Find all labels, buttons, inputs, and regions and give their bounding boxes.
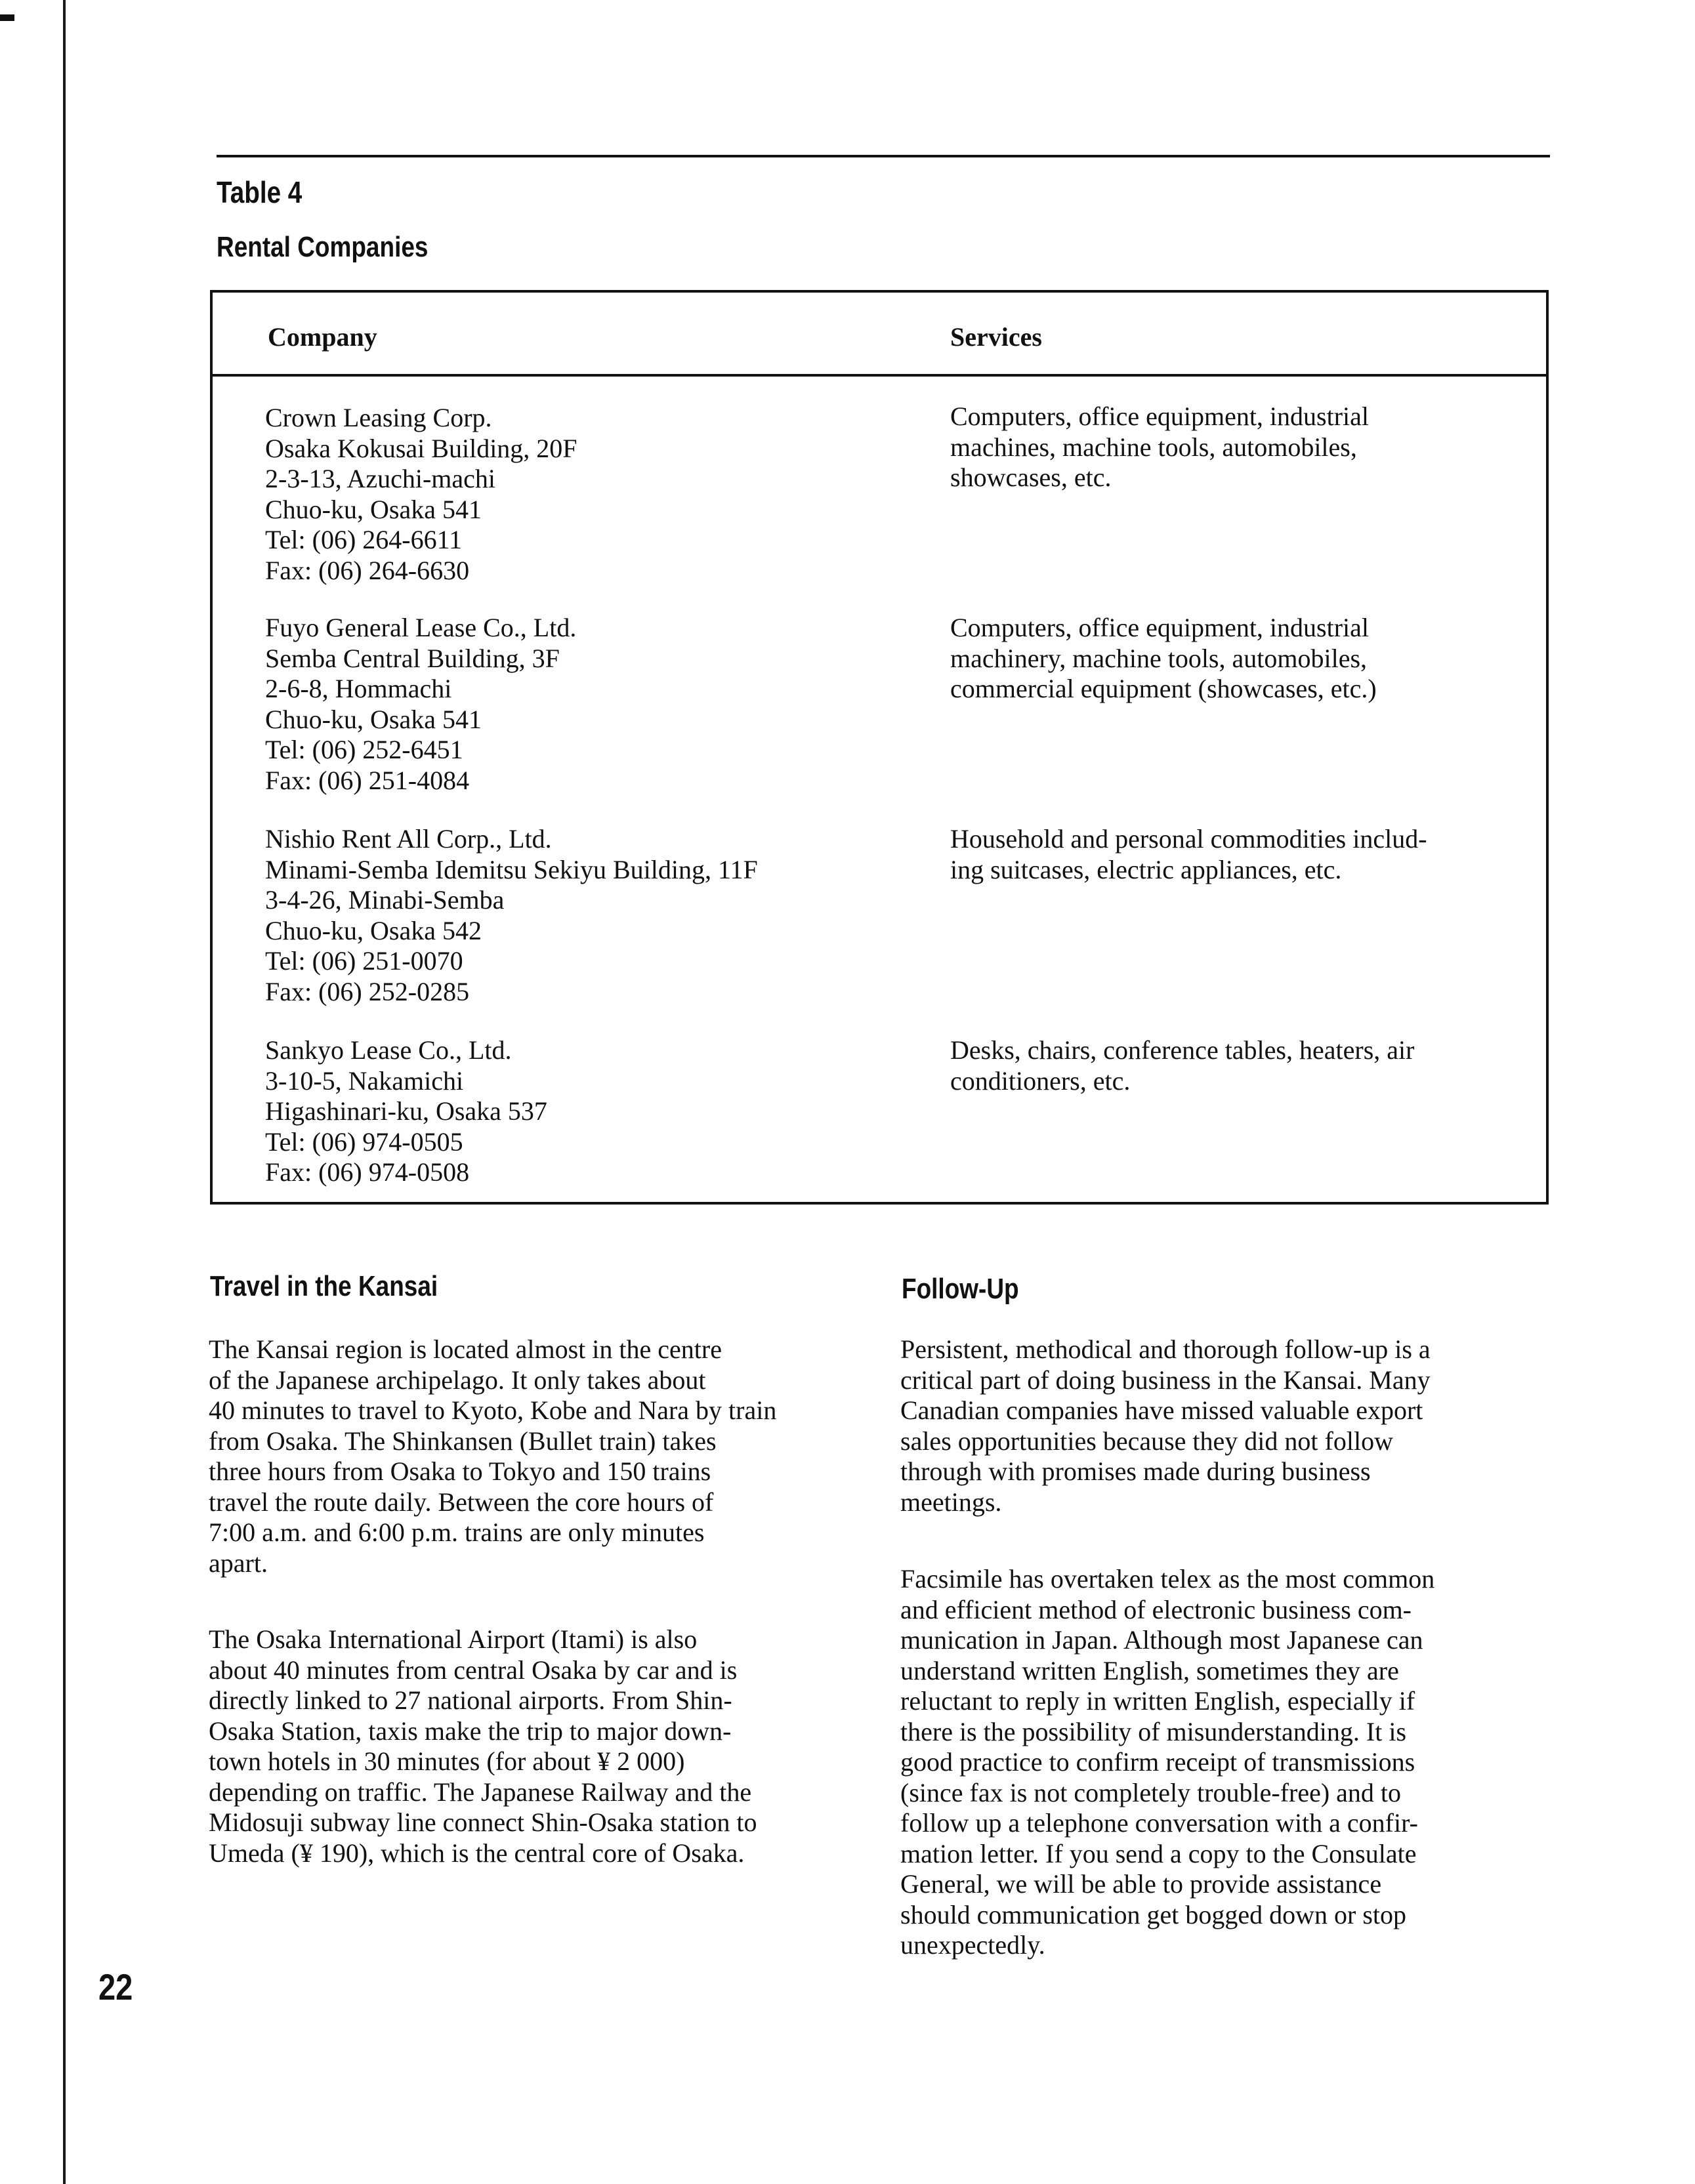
paragraph-line: reluctant to reply in written English, especially if (900, 1686, 1415, 1716)
table-subtitle: Rental Companies (217, 231, 429, 263)
company-line: 3-4-26, Minabi-Semba (265, 885, 505, 915)
company-line: Tel: (06) 252-6451 (265, 735, 463, 764)
company-line: Sankyo Lease Co., Ltd. (265, 1035, 512, 1065)
paragraph-line: The Kansai region is located almost in the centre (209, 1334, 722, 1364)
binding-margin-rule (63, 0, 66, 2184)
services-line: Household and personal commodities includ- (950, 824, 1427, 854)
table-row-services (950, 613, 1528, 705)
paragraph-line: there is the possibility of misunderstanding. It is (900, 1716, 1407, 1746)
travel-heading: Travel in the Kansai (210, 1270, 438, 1302)
company-line: Chuo-ku, Osaka 542 (265, 915, 482, 945)
company-line: Fax: (06) 264-6630 (265, 555, 470, 585)
paragraph-line: of the Japanese archipelago. It only takes about (209, 1365, 706, 1395)
services-line: Computers, office equipment, industrial (950, 613, 1370, 642)
table-title: Table 4 (217, 175, 303, 209)
table-row-company (265, 403, 908, 586)
paragraph-line: munication in Japan. Although most Japanese can (900, 1625, 1423, 1655)
paragraph-line: from Osaka. The Shinkansen (Bullet train) takes (209, 1426, 717, 1456)
follow-up-paragraph (900, 1564, 1550, 1961)
paragraph-line: follow up a telephone conversation with a confir- (900, 1808, 1418, 1838)
top-rule (217, 155, 1550, 157)
paragraph-line: meetings. (900, 1487, 1002, 1517)
services-line: commercial equipment (showcases, etc.) (950, 674, 1377, 703)
paragraph-line: Midosuji subway line connect Shin-Osaka station to (209, 1807, 757, 1837)
company-line: Osaka Kokusai Building, 20F (265, 433, 577, 463)
rental-companies-table (210, 290, 1549, 1205)
column-header-company: Company (268, 322, 377, 352)
company-line: Tel: (06) 264-6611 (265, 525, 463, 554)
paragraph-line: Osaka Station, taxis make the trip to major down- (209, 1716, 732, 1746)
company-line: 2-3-13, Azuchi-machi (265, 464, 495, 493)
paragraph-line: mation letter. If you send a copy to the Consulate (900, 1838, 1417, 1868)
table-row-services (950, 402, 1528, 493)
paragraph-line: (since fax is not completely trouble-free) and to (900, 1777, 1402, 1807)
header-rule (213, 374, 1546, 377)
company-line: 3-10-5, Nakamichi (265, 1065, 464, 1096)
paragraph-line: unexpectedly. (900, 1930, 1045, 1960)
follow-up-paragraph (900, 1334, 1550, 1517)
follow-up-heading: Follow-Up (902, 1273, 1019, 1305)
paragraph-line: good practice to confirm receipt of transmissions (900, 1747, 1415, 1777)
table-row-company (265, 1035, 908, 1188)
services-line: Desks, chairs, conference tables, heaters, air (950, 1035, 1415, 1065)
paragraph-line: 40 minutes to travel to Kyoto, Kobe and Nara by train (209, 1395, 777, 1425)
paragraph-line: Canadian companies have missed valuable export (900, 1395, 1423, 1425)
paragraph-line: Persistent, methodical and thorough follow-up is a (900, 1334, 1431, 1364)
paragraph-line: Umeda (¥ 190), which is the central core of Osaka. (209, 1838, 745, 1868)
company-line: Minami-Semba Idemitsu Sekiyu Building, 11F (265, 854, 758, 884)
services-line: conditioners, etc. (950, 1065, 1131, 1096)
paragraph-line: through with promises made during business (900, 1456, 1371, 1486)
services-line: ing suitcases, electric appliances, etc. (950, 854, 1342, 884)
company-line: Fax: (06) 974-0508 (265, 1157, 470, 1187)
company-line: Semba Central Building, 3F (265, 643, 560, 673)
column-header-services: Services (950, 322, 1042, 352)
paragraph-line: about 40 minutes from central Osaka by car and is (209, 1655, 738, 1685)
paragraph-line: understand written English, sometimes they are (900, 1655, 1399, 1685)
table-row-services (950, 1035, 1528, 1096)
services-line: Computers, office equipment, industrial (950, 402, 1370, 431)
page-number: 22 (98, 1966, 133, 2008)
paragraph-line: travel the route daily. Between the core hours of (209, 1487, 714, 1517)
company-line: 2-6-8, Hommachi (265, 674, 452, 703)
company-line: Tel: (06) 974-0505 (265, 1126, 463, 1157)
paragraph-line: town hotels in 30 minutes (for about ¥ 2 000) (209, 1746, 685, 1776)
paragraph-line: General, we will be able to provide assistance (900, 1869, 1382, 1899)
table-row-services (950, 824, 1528, 885)
company-line: Fuyo General Lease Co., Ltd. (265, 613, 577, 642)
paragraph-line: 7:00 a.m. and 6:00 p.m. trains are only minutes (209, 1517, 705, 1547)
services-line: machines, machine tools, automobiles, (950, 432, 1357, 462)
company-line: Tel: (06) 251-0070 (265, 946, 463, 976)
travel-paragraph (209, 1624, 871, 1868)
company-line: Chuo-ku, Osaka 541 (265, 494, 482, 524)
paragraph-line: depending on traffic. The Japanese Railway and the (209, 1777, 752, 1807)
paragraph-line: and efficient method of electronic business com- (900, 1594, 1412, 1624)
company-line: Crown Leasing Corp. (265, 403, 492, 432)
corner-mark (0, 14, 14, 21)
travel-paragraph (209, 1334, 871, 1578)
services-line: showcases, etc. (950, 463, 1112, 492)
paragraph-line: three hours from Osaka to Tokyo and 150 trains (209, 1456, 711, 1486)
paragraph-line: apart. (209, 1548, 268, 1578)
table-row-company (265, 824, 908, 1007)
table-row-company (265, 613, 908, 796)
company-line: Nishio Rent All Corp., Ltd. (265, 824, 552, 854)
paragraph-line: Facsimile has overtaken telex as the most common (900, 1564, 1435, 1594)
paragraph-line: should communication get bogged down or stop (900, 1899, 1407, 1929)
company-line: Higashinari-ku, Osaka 537 (265, 1096, 547, 1126)
paragraph-line: sales opportunities because they did not follow (900, 1426, 1393, 1456)
paragraph-line: directly linked to 27 national airports. From Shin- (209, 1685, 732, 1715)
paragraph-line: The Osaka International Airport (Itami) is also (209, 1624, 698, 1654)
services-line: machinery, machine tools, automobiles, (950, 643, 1368, 673)
company-line: Chuo-ku, Osaka 541 (265, 704, 482, 734)
company-line: Fax: (06) 251-4084 (265, 765, 470, 795)
company-line: Fax: (06) 252-0285 (265, 976, 470, 1006)
paragraph-line: critical part of doing business in the Kansai. Many (900, 1365, 1431, 1395)
